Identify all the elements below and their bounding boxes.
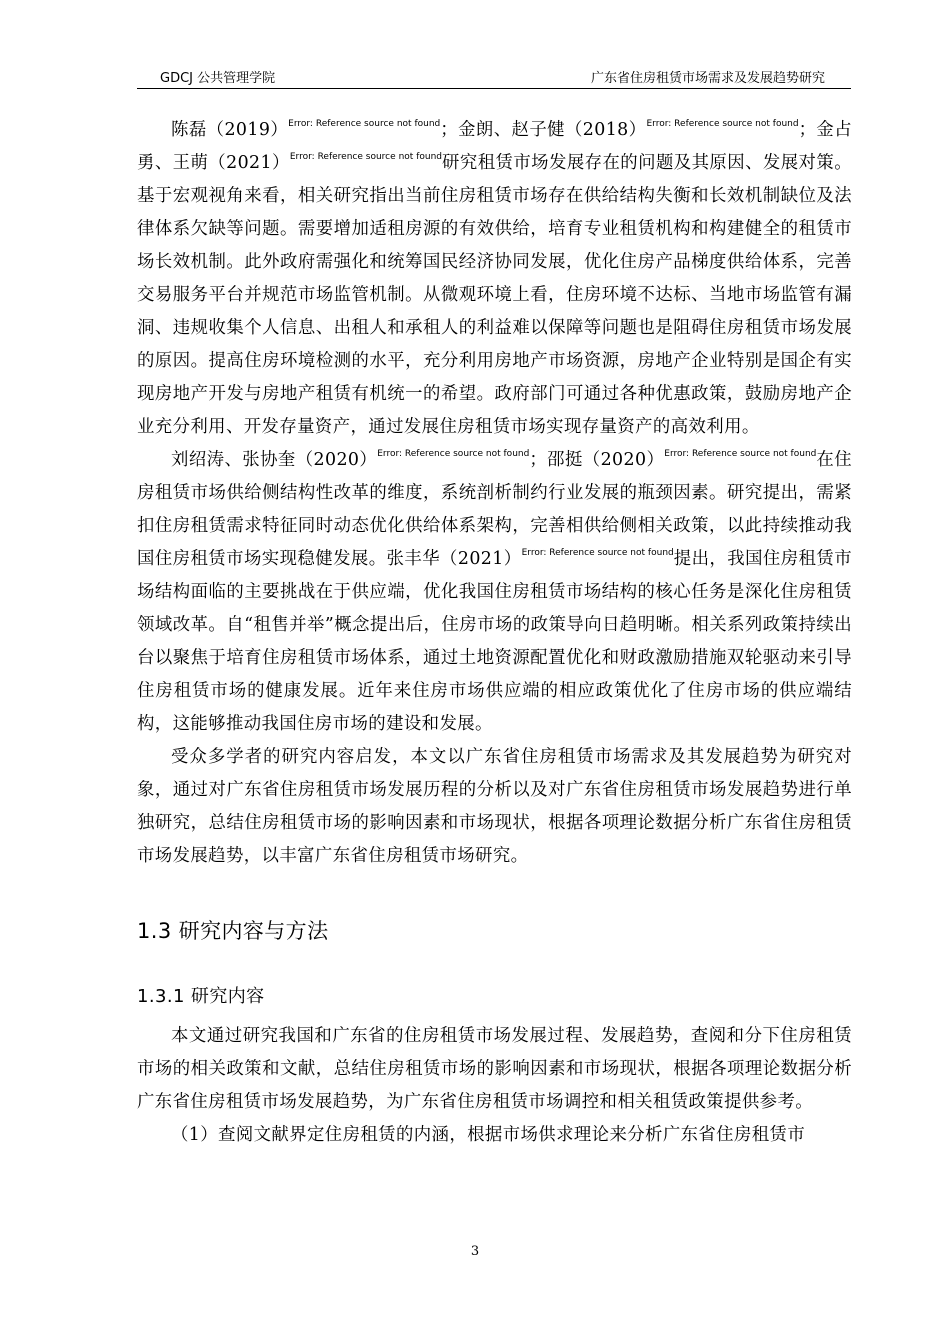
paragraph-research-content: 本文通过研究我国和广东省的住房租赁市场发展过程、发展趋势，查阅和分下住房租赁市场的相关政策和文献，总结住房租赁市场的影响因素和市场现状，根据各项理论数据分析广东省住房租赁市场发展趋势，为广东省住房租赁市场调控和相关租赁政策提供参考。 [137,1026,852,1112]
text-run: 陈磊（2019） [171,120,289,140]
text-run: ；金占勇、王萌（2021） [137,120,853,173]
text-run: 提出，我国住房租赁市场结构面临的主要挑战在于供应端，优化我国住房租赁市场结构的核心任务是深化住房租赁领域改革。自“租售并举”概念提出后，住房市场的政策导向日趋明晰。相关系列政策持续出台以聚焦于培育住房租赁市场体系，通过土地资源配置优化和财政激励措施双轮驱动来引导住房租赁市场的健康发展。近年来住房市场供应端的相应政策优化了住房市场的供应端结构，这能够推动我国住房市场的建设和发展。 [137,549,852,734]
header-title: 广东省住房租赁市场需求及发展趋势研究 [590,71,825,86]
text-run: 研究租赁市场发展存在的问题及其原因、发展对策。基于宏观视角来看，相关研究指出当前住房租赁市场存在供给结构失衡和长效机制缺位及法律体系欠缺等问题。需要增加适租房源的有效供给，培育专业租赁机构和构建健全的租赁市场长效机制。此外政府需强化和统筹国民经济协同发展，优化住房产品梯度供给体系，完善交易服务平台并规范市场监管机制。从微观环境上看，住房环境不达标、当地市场监管有漏洞、违规收集个人信息、出租人和承租人的利益难以保障等问题也是阻碍住房租赁市场发展的原因。提高住房环境检测的水平，充分利用房地产市场资源，房地产企业特别是国企有实现房地产开发与房地产租赁有机统一的希望。政府部门可通过各种优惠政策，鼓励房地产企业充分利用、开发存量资产，通过发展住房租赁市场实现存量资产的高效利用。 [137,153,853,437]
header-institution: GDCJ 公共管理学院 [160,71,276,86]
paragraph-literature-1 [137,114,852,444]
reference-error: Error: Reference source not found [646,119,799,129]
page-number: 3 [470,1244,480,1259]
section-heading: 1.3 研究内容与方法 [137,919,329,943]
paragraph-list-item-1: （1）查阅文献界定住房租赁的内涵，根据市场供求理论来分析广东省住房租赁市 [171,1125,806,1145]
paragraph-summary: 受众多学者的研究内容启发，本文以广东省住房租赁市场需求及其发展趋势为研究对象，通过对广东省住房租赁市场发展历程的分析以及对广东省住房租赁市场发展趋势进行单独研究，总结住房租赁市场的影响因素和市场现状，根据各项理论数据分析广东省住房租赁市场发展趋势，以丰富广东省住房租赁市场研究。 [137,747,852,866]
text-run: ；金朗、赵子健（2018） [440,120,647,140]
reference-error: Error: Reference source not found [664,449,817,459]
paragraph-literature-2 [137,444,852,741]
body-text [137,114,852,1152]
text-run: ；邵挺（2020） [529,450,665,470]
text-run: 在住房租赁市场供给侧结构性改革的维度，系统剖析制约行业发展的瓶颈因素。研究提出，需紧扣住房租赁需求特征同时动态优化供给体系架构，完善相供给侧相关政策，以此持续推动我国住房租赁市场实现稳健发展。张丰华（2021） [137,450,852,569]
reference-error: Error: Reference source not found [521,548,674,558]
reference-error: Error: Reference source not found [288,119,441,129]
reference-error: Error: Reference source not found [377,449,530,459]
header-divider [137,88,851,89]
reference-error: Error: Reference source not found [289,152,442,162]
subsection-heading: 1.3.1 研究内容 [137,986,265,1007]
text-run: 刘绍涛、张协奎（2020） [171,450,378,470]
